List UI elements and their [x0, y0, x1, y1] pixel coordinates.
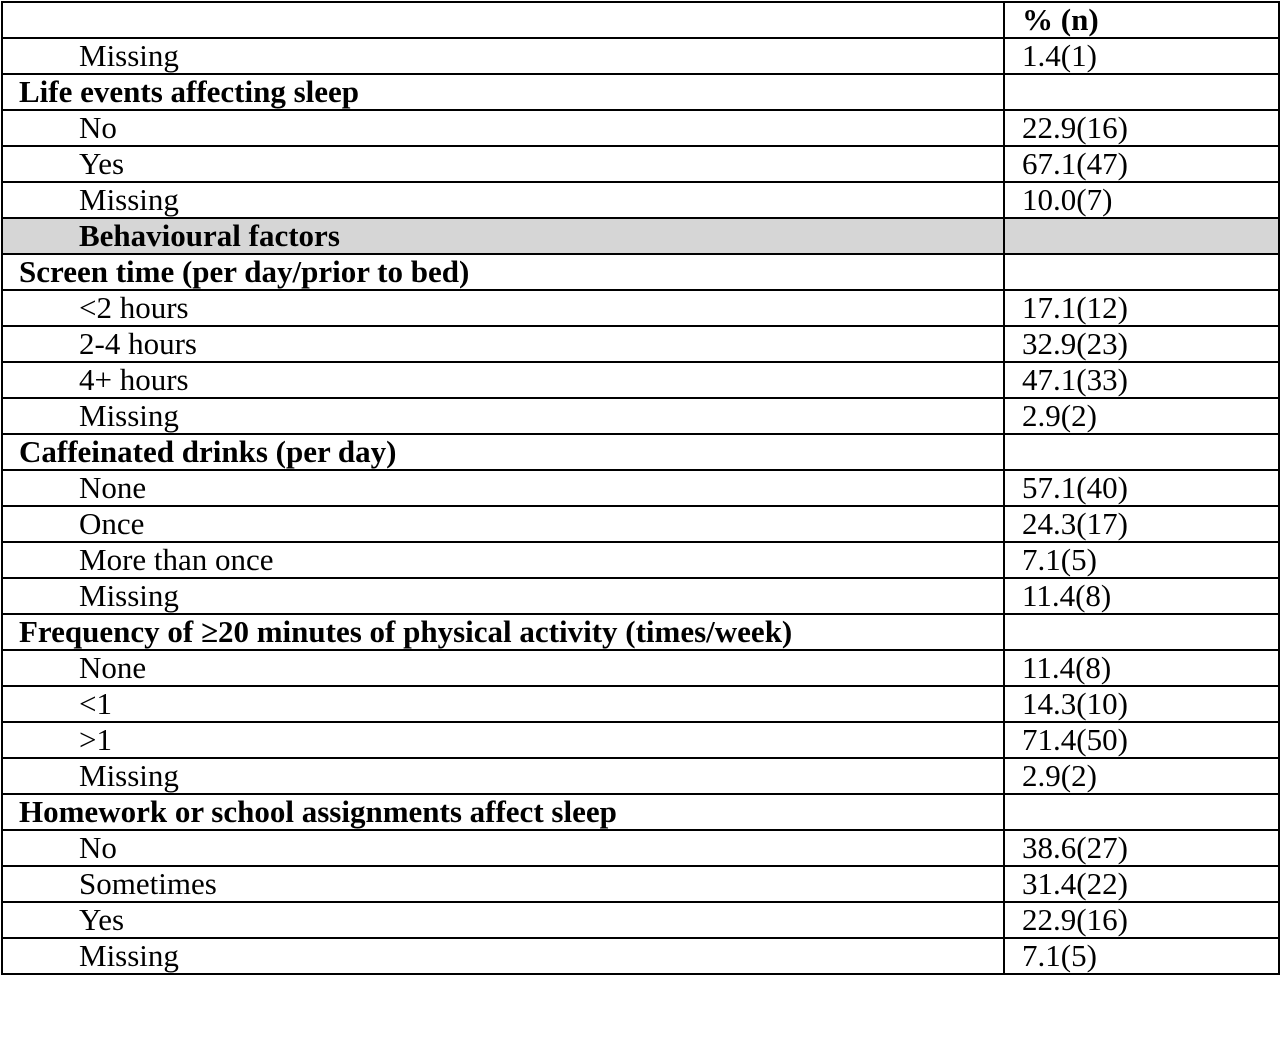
- table-row: [2, 290, 1279, 326]
- category-row: [2, 614, 1279, 650]
- row-value: 71.4(50): [1004, 722, 1279, 758]
- category-row: [2, 254, 1279, 290]
- table-row: [2, 110, 1279, 146]
- category-label: Life events affecting sleep: [2, 74, 1004, 110]
- table-body: [2, 2, 1279, 974]
- row-label: Missing: [2, 938, 1004, 974]
- table-header-row: [2, 2, 1279, 38]
- row-value: 31.4(22): [1004, 866, 1279, 902]
- table-row: [2, 902, 1279, 938]
- table-row: [2, 686, 1279, 722]
- row-label: Once: [2, 506, 1004, 542]
- category-label: Behavioural factors: [2, 218, 1004, 254]
- row-value: [1004, 434, 1279, 470]
- table-row: [2, 146, 1279, 182]
- row-label: >1: [2, 722, 1004, 758]
- row-label: None: [2, 470, 1004, 506]
- row-label: No: [2, 110, 1004, 146]
- row-value: 14.3(10): [1004, 686, 1279, 722]
- row-value: [1004, 794, 1279, 830]
- row-value: 7.1(5): [1004, 542, 1279, 578]
- row-value: 67.1(47): [1004, 146, 1279, 182]
- category-label: Screen time (per day/prior to bed): [2, 254, 1004, 290]
- table-row: [2, 182, 1279, 218]
- row-label: Yes: [2, 146, 1004, 182]
- category-row: [2, 434, 1279, 470]
- row-value: 7.1(5): [1004, 938, 1279, 974]
- row-label: None: [2, 650, 1004, 686]
- table-row: [2, 470, 1279, 506]
- category-label: Homework or school assignments affect sleep: [2, 794, 1004, 830]
- header-value-cell: % (n): [1004, 2, 1279, 38]
- table-row: [2, 938, 1279, 974]
- table-row: [2, 650, 1279, 686]
- table-row: [2, 758, 1279, 794]
- table-row: [2, 506, 1279, 542]
- category-row: [2, 794, 1279, 830]
- row-value: 11.4(8): [1004, 650, 1279, 686]
- row-value: 22.9(16): [1004, 902, 1279, 938]
- table-row: [2, 722, 1279, 758]
- row-label: No: [2, 830, 1004, 866]
- row-value: 32.9(23): [1004, 326, 1279, 362]
- row-value: 10.0(7): [1004, 182, 1279, 218]
- row-value: 38.6(27): [1004, 830, 1279, 866]
- row-value: 11.4(8): [1004, 578, 1279, 614]
- row-label: Missing: [2, 398, 1004, 434]
- table-row: [2, 866, 1279, 902]
- category-label: Caffeinated drinks (per day): [2, 434, 1004, 470]
- row-label: <2 hours: [2, 290, 1004, 326]
- table-row: [2, 362, 1279, 398]
- row-value: 17.1(12): [1004, 290, 1279, 326]
- category-row: [2, 74, 1279, 110]
- table-row: [2, 398, 1279, 434]
- table-row: [2, 38, 1279, 74]
- row-value: 24.3(17): [1004, 506, 1279, 542]
- row-label: Missing: [2, 182, 1004, 218]
- row-label: 4+ hours: [2, 362, 1004, 398]
- row-value: [1004, 614, 1279, 650]
- row-value: [1004, 254, 1279, 290]
- row-value: 47.1(33): [1004, 362, 1279, 398]
- row-label: Sometimes: [2, 866, 1004, 902]
- section-row: [2, 218, 1279, 254]
- table-row: [2, 326, 1279, 362]
- row-value: 22.9(16): [1004, 110, 1279, 146]
- table-row: [2, 830, 1279, 866]
- row-label: Missing: [2, 578, 1004, 614]
- row-value: 2.9(2): [1004, 398, 1279, 434]
- row-value: [1004, 74, 1279, 110]
- row-label: Yes: [2, 902, 1004, 938]
- row-label: Missing: [2, 38, 1004, 74]
- row-value: 57.1(40): [1004, 470, 1279, 506]
- row-label: More than once: [2, 542, 1004, 578]
- row-value: 2.9(2): [1004, 758, 1279, 794]
- row-value: 1.4(1): [1004, 38, 1279, 74]
- table-row: [2, 578, 1279, 614]
- row-value: [1004, 218, 1279, 254]
- category-label: Frequency of ≥20 minutes of physical activity (times/week): [2, 614, 1004, 650]
- results-table: [1, 1, 1280, 975]
- row-label: <1: [2, 686, 1004, 722]
- row-label: Missing: [2, 758, 1004, 794]
- table-row: [2, 542, 1279, 578]
- header-label-cell: [2, 2, 1004, 38]
- row-label: 2-4 hours: [2, 326, 1004, 362]
